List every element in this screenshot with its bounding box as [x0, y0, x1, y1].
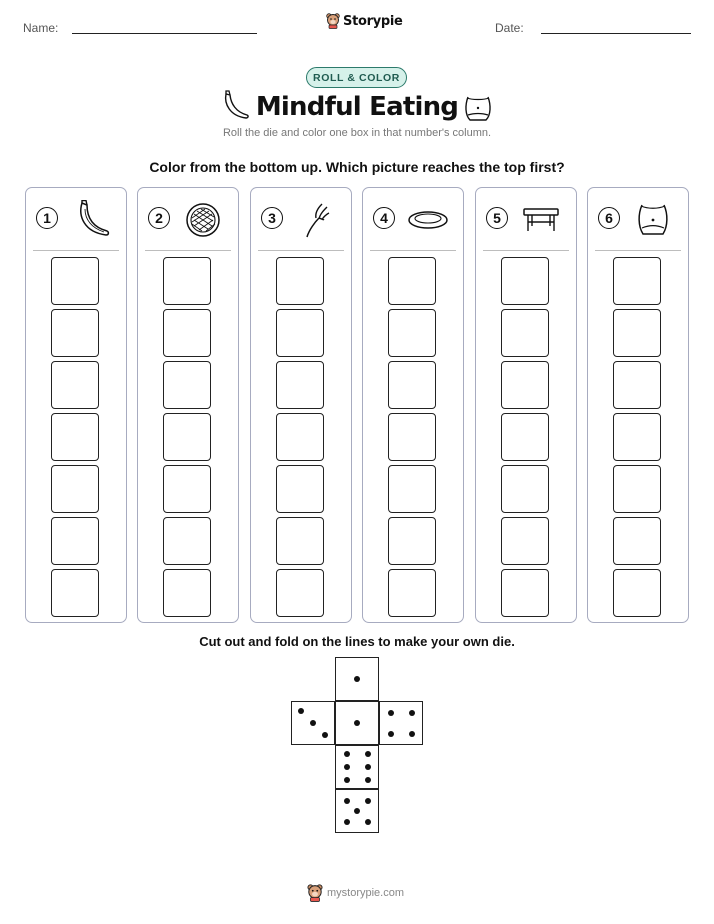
color-box[interactable] — [501, 569, 549, 617]
color-box[interactable] — [276, 517, 324, 565]
plate-icon — [405, 200, 451, 240]
name-label: Name: — [23, 21, 59, 35]
column-2 — [137, 187, 239, 623]
die-pip — [409, 731, 415, 737]
column-3 — [250, 187, 352, 623]
color-box[interactable] — [613, 569, 661, 617]
color-box[interactable] — [163, 309, 211, 357]
banana-icon — [68, 200, 114, 240]
color-box[interactable] — [501, 517, 549, 565]
column-4 — [362, 187, 464, 623]
color-box[interactable] — [51, 569, 99, 617]
die-pip — [344, 764, 350, 770]
color-box[interactable] — [163, 569, 211, 617]
roll-color-badge: ROLL & COLOR — [306, 67, 407, 88]
die-pip — [354, 808, 360, 814]
die-face-top — [335, 657, 379, 701]
column-5 — [475, 187, 577, 623]
column-divider — [595, 250, 681, 251]
color-box[interactable] — [501, 465, 549, 513]
footer-url: mystorypie.com — [327, 887, 405, 899]
die-pip — [298, 708, 304, 714]
color-box[interactable] — [501, 413, 549, 461]
color-box[interactable] — [388, 413, 436, 461]
color-box[interactable] — [276, 569, 324, 617]
color-box[interactable] — [276, 361, 324, 409]
color-box[interactable] — [613, 309, 661, 357]
die-pip — [310, 720, 316, 726]
column-number: 2 — [148, 207, 170, 229]
fork-icon — [293, 200, 339, 240]
die-pip — [344, 819, 350, 825]
color-box[interactable] — [388, 465, 436, 513]
color-box[interactable] — [276, 465, 324, 513]
color-box[interactable] — [388, 361, 436, 409]
die-face-below-center — [335, 745, 379, 789]
color-box[interactable] — [163, 257, 211, 305]
die-face-bottom — [335, 789, 379, 833]
die-pip — [354, 676, 360, 682]
column-divider — [33, 250, 119, 251]
die-face-center — [335, 701, 379, 745]
color-box[interactable] — [501, 361, 549, 409]
color-box[interactable] — [163, 465, 211, 513]
die-face-left — [291, 701, 335, 745]
die-pip — [365, 777, 371, 783]
column-divider — [483, 250, 569, 251]
color-box[interactable] — [276, 309, 324, 357]
die-pip — [365, 798, 371, 804]
name-line[interactable] — [72, 33, 257, 34]
color-box[interactable] — [388, 309, 436, 357]
color-box[interactable] — [51, 361, 99, 409]
color-box[interactable] — [163, 517, 211, 565]
color-box[interactable] — [51, 413, 99, 461]
brand-logo — [326, 13, 403, 29]
belly-icon — [630, 200, 676, 240]
column-number: 1 — [36, 207, 58, 229]
die-pip — [344, 751, 350, 757]
color-box[interactable] — [51, 257, 99, 305]
die-pip — [354, 720, 360, 726]
color-box[interactable] — [163, 361, 211, 409]
die-pip — [365, 751, 371, 757]
subtitle: Roll the die and color one box in that number's column. — [222, 127, 492, 139]
die-pip — [388, 710, 394, 716]
column-number: 3 — [261, 207, 283, 229]
color-box[interactable] — [613, 257, 661, 305]
color-box[interactable] — [613, 361, 661, 409]
column-6 — [587, 187, 689, 623]
color-box[interactable] — [613, 413, 661, 461]
color-box[interactable] — [276, 413, 324, 461]
brand-name: Storypie — [343, 13, 403, 29]
page-title: Mindful Eating — [255, 92, 459, 122]
color-box[interactable] — [51, 465, 99, 513]
column-divider — [370, 250, 456, 251]
die-pip — [365, 764, 371, 770]
color-box[interactable] — [388, 517, 436, 565]
color-box[interactable] — [51, 309, 99, 357]
color-box[interactable] — [163, 413, 211, 461]
color-box[interactable] — [388, 569, 436, 617]
column-number: 5 — [486, 207, 508, 229]
instruction: Color from the bottom up. Which picture reaches the top first? — [149, 159, 565, 175]
color-box[interactable] — [51, 517, 99, 565]
pie-icon — [180, 200, 226, 240]
die-face-right — [379, 701, 423, 745]
footer — [307, 884, 404, 902]
date-label: Date: — [495, 21, 524, 35]
color-box[interactable] — [501, 257, 549, 305]
bear-mascot-icon — [326, 13, 340, 29]
bear-mascot-icon — [307, 884, 323, 902]
die-pip — [409, 710, 415, 716]
column-divider — [258, 250, 344, 251]
die-pip — [388, 731, 394, 737]
color-box[interactable] — [613, 517, 661, 565]
die-pip — [365, 819, 371, 825]
color-box[interactable] — [613, 465, 661, 513]
belly-icon — [462, 91, 494, 125]
die-pip — [344, 798, 350, 804]
color-box[interactable] — [501, 309, 549, 357]
die-pip — [322, 732, 328, 738]
color-box[interactable] — [276, 257, 324, 305]
color-box[interactable] — [388, 257, 436, 305]
date-line[interactable] — [541, 33, 691, 34]
column-number: 6 — [598, 207, 620, 229]
die-pip — [344, 777, 350, 783]
column-1 — [25, 187, 127, 623]
column-number: 4 — [373, 207, 395, 229]
column-divider — [145, 250, 231, 251]
cut-instruction: Cut out and fold on the lines to make your own die. — [199, 634, 515, 649]
table-icon — [518, 200, 564, 240]
